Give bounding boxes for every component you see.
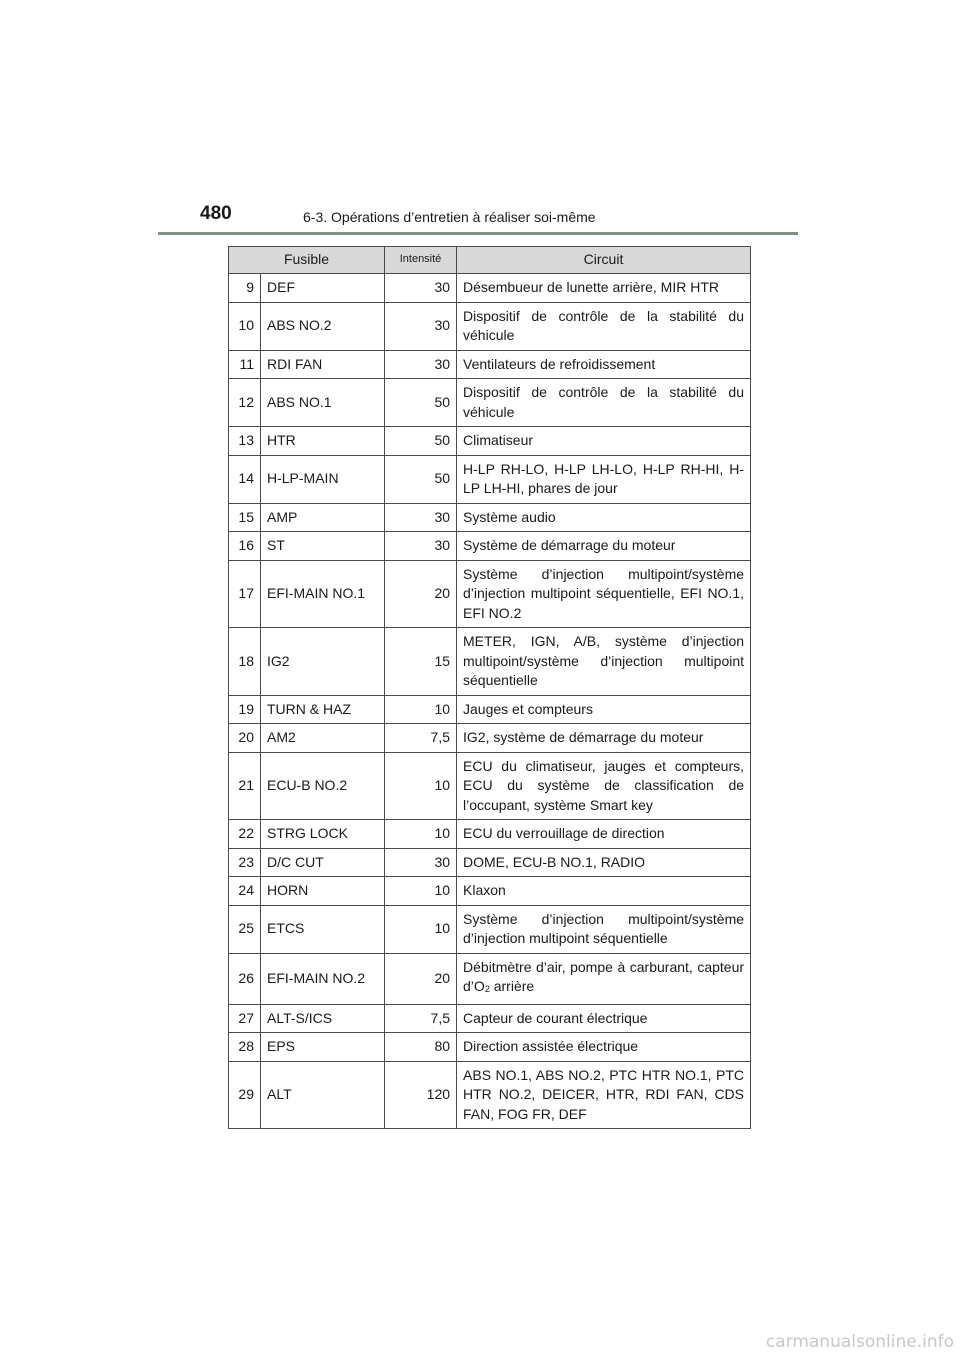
fuse-number: 15 — [229, 503, 261, 532]
fuse-name: EFI-MAIN NO.2 — [261, 953, 385, 1004]
fuse-circuit: Système de démarrage du moteur — [457, 532, 751, 561]
fuse-number: 27 — [229, 1004, 261, 1033]
fuse-circuit: DOME, ECU-B NO.1, RADIO — [457, 848, 751, 877]
fuse-amperage: 30 — [385, 274, 457, 303]
fuse-amperage: 50 — [385, 455, 457, 503]
fuse-circuit: Système d’injection multipoint/système d’injection multipoint séquentielle — [457, 905, 751, 953]
fuse-circuit: IG2, système de démarrage du moteur — [457, 724, 751, 753]
table-row — [229, 820, 751, 849]
fuse-circuit: Climatiseur — [457, 427, 751, 456]
section-title: 6-3. Opérations d’entretien à réaliser soi-même — [303, 209, 596, 225]
fuse-name: DEF — [261, 274, 385, 303]
fuse-name: IG2 — [261, 628, 385, 696]
fuse-number: 14 — [229, 455, 261, 503]
fuse-amperage: 20 — [385, 953, 457, 1004]
circuit-text: Débitmètre d’air, pompe à carburant, capteur d’O — [463, 958, 745, 994]
fuse-name: H-LP-MAIN — [261, 455, 385, 503]
fuse-amperage: 50 — [385, 427, 457, 456]
table-row — [229, 848, 751, 877]
table-row — [229, 877, 751, 906]
fuse-name: TURN & HAZ — [261, 695, 385, 724]
table-row — [229, 455, 751, 503]
table-row — [229, 1004, 751, 1033]
fuse-amperage: 30 — [385, 848, 457, 877]
column-header-intensity: Intensité — [385, 247, 457, 274]
fuse-number: 21 — [229, 752, 261, 820]
table-row — [229, 379, 751, 427]
circuit-text: arrière — [489, 978, 535, 994]
table-row — [229, 532, 751, 561]
column-header-fuse: Fusible — [229, 247, 385, 274]
fuse-circuit: ECU du climatiseur, jauges et compteurs, ECU du système de classification de l’occupant, système Smart key — [457, 752, 751, 820]
fuse-number: 13 — [229, 427, 261, 456]
fuse-circuit: Klaxon — [457, 877, 751, 906]
fuse-amperage: 7,5 — [385, 724, 457, 753]
fuse-amperage: 30 — [385, 503, 457, 532]
fuse-amperage: 30 — [385, 302, 457, 350]
fuse-amperage: 10 — [385, 905, 457, 953]
fuse-number: 19 — [229, 695, 261, 724]
fuse-name: AMP — [261, 503, 385, 532]
table-row — [229, 695, 751, 724]
fuse-number: 18 — [229, 628, 261, 696]
fuse-name: RDI FAN — [261, 350, 385, 379]
fuse-table — [228, 246, 751, 1129]
fuse-number: 28 — [229, 1033, 261, 1062]
fuse-number: 16 — [229, 532, 261, 561]
table-row — [229, 752, 751, 820]
fuse-circuit: ABS NO.1, ABS NO.2, PTC HTR NO.1, PTC HTR NO.2, DEICER, HTR, RDI FAN, CDS FAN, FOG FR, DEF — [457, 1061, 751, 1129]
fuse-amperage: 10 — [385, 877, 457, 906]
fuse-circuit: Dispositif de contrôle de la stabilité du véhicule — [457, 302, 751, 350]
table-row — [229, 1061, 751, 1129]
fuse-number: 24 — [229, 877, 261, 906]
fuse-name: HTR — [261, 427, 385, 456]
fuse-name: ALT-S/ICS — [261, 1004, 385, 1033]
fuse-number: 23 — [229, 848, 261, 877]
table-row — [229, 724, 751, 753]
fuse-name: ABS NO.2 — [261, 302, 385, 350]
table-row — [229, 302, 751, 350]
fuse-circuit: Désembueur de lunette arrière, MIR HTR — [457, 274, 751, 303]
fuse-number: 26 — [229, 953, 261, 1004]
fuse-amperage: 15 — [385, 628, 457, 696]
fuse-circuit: H-LP RH-LO, H-LP LH-LO, H-LP RH-HI, H-LP LH-HI, phares de jour — [457, 455, 751, 503]
header-divider — [158, 232, 798, 235]
fuse-number: 17 — [229, 560, 261, 628]
fuse-name: HORN — [261, 877, 385, 906]
fuse-name: D/C CUT — [261, 848, 385, 877]
fuse-number: 22 — [229, 820, 261, 849]
fuse-amperage: 10 — [385, 820, 457, 849]
table-row — [229, 350, 751, 379]
fuse-circuit: METER, IGN, A/B, système d’injection multipoint/système d’injection multipoint séquentielle — [457, 628, 751, 696]
watermark: carmanualsonline.info — [765, 1332, 954, 1352]
table-header-row — [229, 247, 751, 274]
table-row — [229, 1033, 751, 1062]
fuse-name: ST — [261, 532, 385, 561]
fuse-name: ALT — [261, 1061, 385, 1129]
fuse-number: 10 — [229, 302, 261, 350]
fuse-amperage: 80 — [385, 1033, 457, 1062]
fuse-circuit: Ventilateurs de refroidissement — [457, 350, 751, 379]
fuse-circuit: Jauges et compteurs — [457, 695, 751, 724]
fuse-name: ABS NO.1 — [261, 379, 385, 427]
fuse-amperage: 10 — [385, 695, 457, 724]
fuse-name: ECU-B NO.2 — [261, 752, 385, 820]
column-header-circuit: Circuit — [457, 247, 751, 274]
table-row — [229, 628, 751, 696]
fuse-amperage: 50 — [385, 379, 457, 427]
fuse-number: 29 — [229, 1061, 261, 1129]
fuse-amperage: 30 — [385, 532, 457, 561]
fuse-amperage: 7,5 — [385, 1004, 457, 1033]
subscript-text: 2 — [484, 984, 490, 994]
fuse-number: 9 — [229, 274, 261, 303]
table-row — [229, 560, 751, 628]
fuse-circuit: Direction assistée électrique — [457, 1033, 751, 1062]
page-number: 480 — [200, 203, 232, 224]
table-row — [229, 427, 751, 456]
fuse-name: EFI-MAIN NO.1 — [261, 560, 385, 628]
fuse-circuit: Système d’injection multipoint/système d’injection multipoint séquentielle, EFI NO.1, EFI NO.2 — [457, 560, 751, 628]
fuse-amperage: 30 — [385, 350, 457, 379]
page-header — [158, 201, 798, 237]
fuse-name: STRG LOCK — [261, 820, 385, 849]
table-row — [229, 503, 751, 532]
fuse-name: EPS — [261, 1033, 385, 1062]
fuse-number: 20 — [229, 724, 261, 753]
fuse-circuit: Capteur de courant électrique — [457, 1004, 751, 1033]
table-row — [229, 953, 751, 1004]
table-row — [229, 274, 751, 303]
fuse-circuit: ECU du verrouillage de direction — [457, 820, 751, 849]
fuse-circuit — [457, 953, 751, 1004]
fuse-name: ETCS — [261, 905, 385, 953]
fuse-name: AM2 — [261, 724, 385, 753]
fuse-circuit: Dispositif de contrôle de la stabilité du véhicule — [457, 379, 751, 427]
fuse-amperage: 20 — [385, 560, 457, 628]
fuse-number: 25 — [229, 905, 261, 953]
fuse-circuit: Système audio — [457, 503, 751, 532]
fuse-amperage: 120 — [385, 1061, 457, 1129]
table-body — [229, 274, 751, 1129]
table-row — [229, 905, 751, 953]
fuse-number: 11 — [229, 350, 261, 379]
fuse-amperage: 10 — [385, 752, 457, 820]
fuse-number: 12 — [229, 379, 261, 427]
